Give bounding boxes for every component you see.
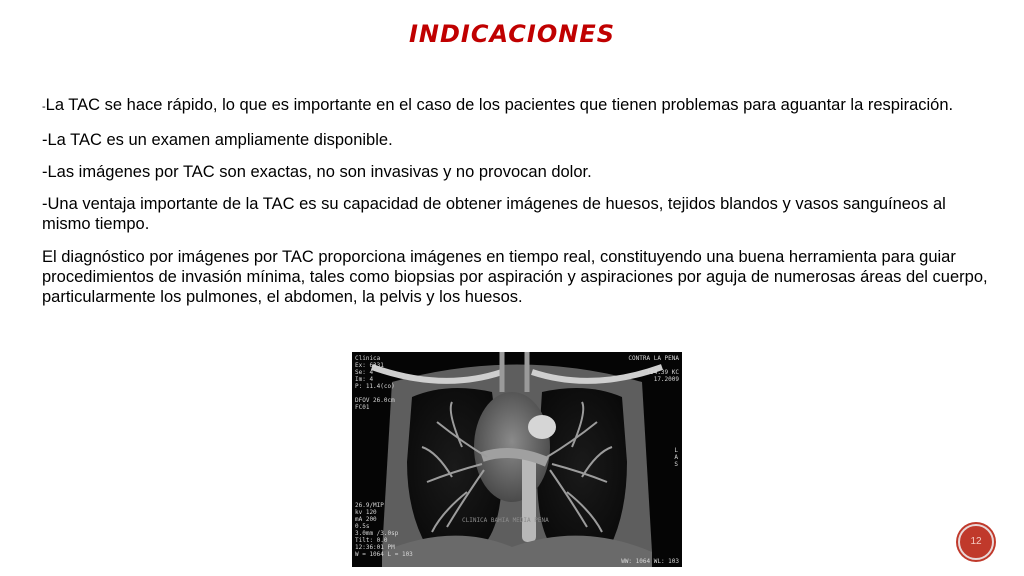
- slide-title: INDICACIONES: [408, 20, 616, 48]
- slide-body: [42, 95, 992, 320]
- paragraph-text: La TAC se hace rápido, lo que es importante en el caso de los pacientes que tienen problemas para aguantar la respiración.: [45, 96, 954, 114]
- paragraph-4: [42, 194, 992, 234]
- paragraph-text: -La TAC es un examen ampliamente disponible.: [42, 131, 393, 149]
- paragraph-5: [42, 247, 992, 307]
- paragraph-prefix: -: [42, 101, 46, 113]
- ct-watermark: CLINICA BAHIA MEDIA PENA: [462, 517, 549, 524]
- paragraph-3: [42, 162, 992, 182]
- paragraph-text: El diagnóstico por imágenes por TAC proporciona imágenes en tiempo real, constituyendo una buena herramienta para guiar procedimientos de invasión mínima, tales como biopsias por aspiración y aspiraciones por aguja de numerosas áreas del cuerpo, particularmente los pulmones, el abdomen, la pelvis y los huesos.: [42, 248, 988, 306]
- ct-info-top-left: Clinica Ex: 6331 Se: 4 Im: 4 P: 11.4(co) DFOV 26.0cm FC01: [355, 355, 395, 411]
- paragraph-1: [42, 95, 992, 117]
- paragraph-2: [42, 130, 992, 150]
- ct-info-bottom-left: 26.9/MIP kv 120 mA 200 0.5s 3.0mm /3.0sp Tilt: 0.0 12:36:01 PM W = 1064 L = 103: [355, 502, 413, 558]
- slide-number-badge: [958, 524, 994, 560]
- ct-side-marker: L A S: [674, 447, 678, 468]
- ct-info-bottom-right: WW: 1064 WL: 103: [621, 558, 679, 565]
- slide-number: 12: [970, 536, 982, 547]
- ct-scan-image: [352, 352, 682, 567]
- paragraph-text: -Las imágenes por TAC son exactas, no son invasivas y no provocan dolor.: [42, 163, 592, 181]
- paragraph-text: -Una ventaja importante de la TAC es su capacidad de obtener imágenes de huesos, tejidos blandos y vasos sanguíneos al mismo tiempo.: [42, 195, 946, 233]
- ct-info-top-right: CONTRA LA PENA 154.39 KC 17.2009: [628, 355, 679, 383]
